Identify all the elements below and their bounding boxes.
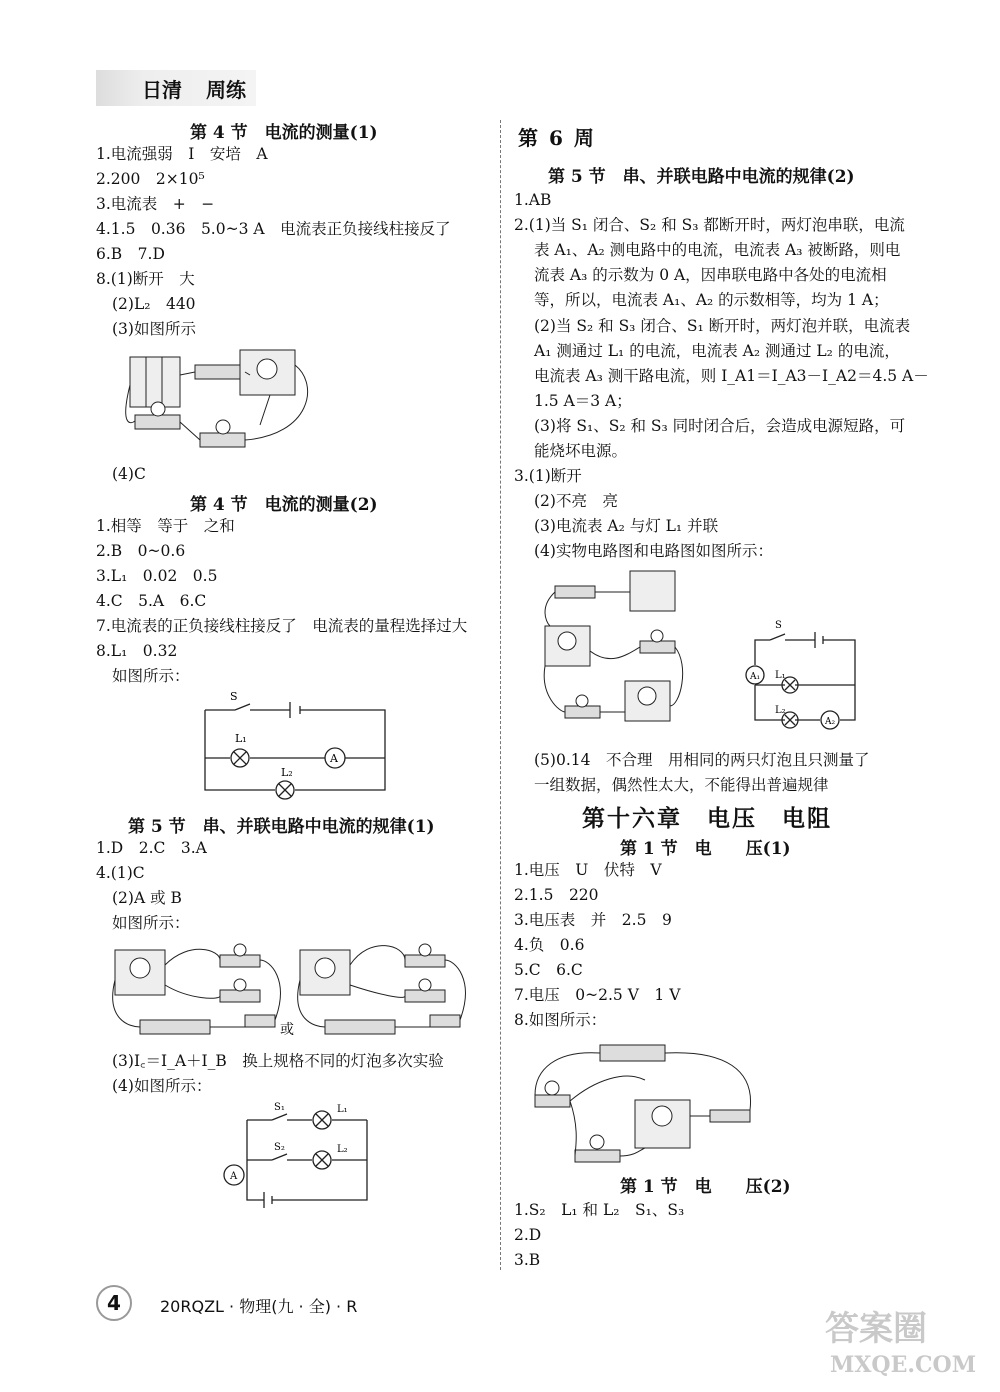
answer-line: 2.D [514, 1226, 542, 1244]
answer-line: 8.如图所示： [514, 1011, 607, 1029]
header-title-2: 周练 [206, 78, 246, 102]
svg-text:L₁: L₁ [235, 732, 247, 745]
answer-line: 1.D 2.C 3.A [96, 839, 207, 857]
answer-line: (2)不亮 亮 [534, 492, 618, 510]
answer-line: 4.(1)C [96, 864, 145, 882]
circuit-schematic-parallel [222, 1100, 372, 1215]
answer-line: 4.C 5.A 6.C [96, 592, 207, 610]
answer-line: (4)C [112, 465, 146, 483]
answer-line: 7.电流表的正负接线柱接反了 电流表的量程选择过大 [96, 617, 468, 635]
answer-line: 等，所以，电流表 A₁、A₂ 的示数相等，均为 1 A； [534, 291, 889, 309]
svg-text:S: S [230, 690, 238, 703]
circuit-photo-diagram [540, 566, 690, 736]
answer-line: (5)0.14 不合理 用相同的两只灯泡且只测量了 [534, 751, 870, 769]
answer-line: 一组数据，偶然性太大，不能得出普遍规律 [534, 776, 829, 794]
header-banner [96, 70, 256, 106]
answer-line: 4.1.5 0.36 5.0~3 A 电流表正负接线柱接反了 [96, 220, 451, 238]
svg-text:L₁: L₁ [337, 1104, 348, 1115]
answer-line: (3)I꜀＝I_A＋I_B 换上规格不同的灯泡多次实验 [112, 1052, 444, 1070]
svg-text:A₁: A₁ [750, 672, 761, 682]
column-divider [500, 120, 501, 1270]
answer-line: (3)电流表 A₂ 与灯 L₁ 并联 [534, 517, 719, 535]
book-code: 20RQZL · 物理(九 · 全) · R [160, 1297, 358, 1316]
circuit-schematic [205, 690, 390, 800]
answer-line: 1.电压 U 伏特 V [514, 861, 662, 879]
svg-text:S: S [775, 620, 782, 631]
answer-line: 3.电压表 并 2.5 9 [514, 911, 672, 929]
answer-line: 3.B [514, 1251, 541, 1269]
answer-line: 1.AB [514, 191, 552, 209]
answer-line: (2)L₂ 440 [112, 295, 196, 313]
answer-line: 2.B 0~0.6 [96, 542, 186, 560]
answer-line: 8.(1)断开 大 [96, 270, 195, 288]
or-label: 或 [280, 1022, 294, 1038]
answer-line: 如图所示： [112, 914, 190, 932]
answer-line: 电流表 A₃ 测干路电流，则 I_A1＝I_A3－I_A2＝4.5 A－ [534, 367, 929, 385]
header-title-1: 日清 [142, 78, 182, 102]
answer-line: (3)将 S₁、S₂ 和 S₃ 同时闭合后，会造成电源短路，可 [534, 417, 906, 435]
answer-line: 流表 A₃ 的示数为 0 A，因串联电路中各处的电流相 [534, 266, 887, 284]
svg-text:A: A [230, 1171, 238, 1182]
svg-text:L₂: L₂ [281, 766, 293, 779]
svg-text:答案圈: 答案圈 [825, 1309, 927, 1349]
answer-line: 2.(1)当 S₁ 闭合、S₂ 和 S₃ 都断开时，两灯泡串联，电流 [514, 216, 905, 234]
answer-line: 1.电流强弱 I 安培 A [96, 145, 268, 163]
answer-line: 如图所示： [112, 667, 190, 685]
circuit-schematic [745, 620, 865, 730]
answer-line: (4)如图所示： [112, 1077, 212, 1095]
svg-text:L₂: L₂ [337, 1144, 348, 1155]
answer-line: 7.电压 0~2.5 V 1 V [514, 986, 681, 1004]
answer-line: 3.L₁ 0.02 0.5 [96, 567, 218, 585]
svg-text:L₂: L₂ [775, 705, 786, 716]
circuit-photo-pair [110, 940, 480, 1040]
section-title: 第 1 节 电 压(1) [620, 839, 791, 859]
answer-line: 3.(1)断开 [514, 467, 582, 485]
circuit-photo-voltage [525, 1040, 765, 1165]
answer-line: 6.B 7.D [96, 245, 165, 263]
answer-line: 2.200 2×10⁵ [96, 170, 205, 188]
section-title: 第 4 节 电流的测量(1) [190, 123, 378, 143]
answer-line: 4.负 0.6 [514, 936, 585, 954]
watermark-logo [820, 1300, 977, 1380]
answer-line: 3.电流表 + − [96, 195, 215, 213]
svg-text:A₂: A₂ [825, 717, 836, 727]
answer-line: 1.相等 等于 之和 [96, 517, 235, 535]
svg-text:L₁: L₁ [775, 670, 786, 681]
circuit-photo-diagram [120, 345, 330, 455]
section-title: 第 4 节 电流的测量(2) [190, 495, 378, 515]
svg-text:S₂: S₂ [274, 1142, 285, 1153]
svg-text:S₁: S₁ [274, 1102, 285, 1113]
svg-text:A: A [330, 752, 338, 765]
svg-text:MXQE.COM: MXQE.COM [830, 1352, 977, 1378]
answer-line: 表 A₁、A₂ 测电路中的电流，电流表 A₃ 被断路，则电 [534, 241, 901, 259]
answer-line: A₁ 测通过 L₁ 的电流，电流表 A₂ 测通过 L₂ 的电流， [534, 342, 900, 360]
answer-line: 8.L₁ 0.32 [96, 642, 178, 660]
answer-line: (4)实物电路图和电路图如图所示： [534, 542, 773, 560]
section-title: 第 5 节 串、并联电路中电流的规律(1) [128, 817, 435, 837]
page-number: 4 [96, 1285, 132, 1321]
chapter-title: 第十六章 电压 电阻 [582, 805, 832, 832]
answer-line: 5.C 6.C [514, 961, 583, 979]
answer-line: 能烧坏电源。 [534, 442, 628, 460]
week-title: 第 6 周 [518, 126, 596, 150]
answer-line: (3)如图所示 [112, 320, 196, 338]
answer-line: (2)A 或 B [112, 889, 182, 907]
section-title: 第 5 节 串、并联电路中电流的规律(2) [548, 167, 855, 187]
answer-line: (2)当 S₂ 和 S₃ 闭合、S₁ 断开时，两灯泡并联，电流表 [534, 317, 911, 335]
answer-line: 1.5 A＝3 A； [534, 392, 632, 410]
section-title: 第 1 节 电 压(2) [620, 1177, 791, 1197]
answer-line: 2.1.5 220 [514, 886, 599, 904]
answer-line: 1.S₂ L₁ 和 L₂ S₁、S₃ [514, 1201, 685, 1219]
